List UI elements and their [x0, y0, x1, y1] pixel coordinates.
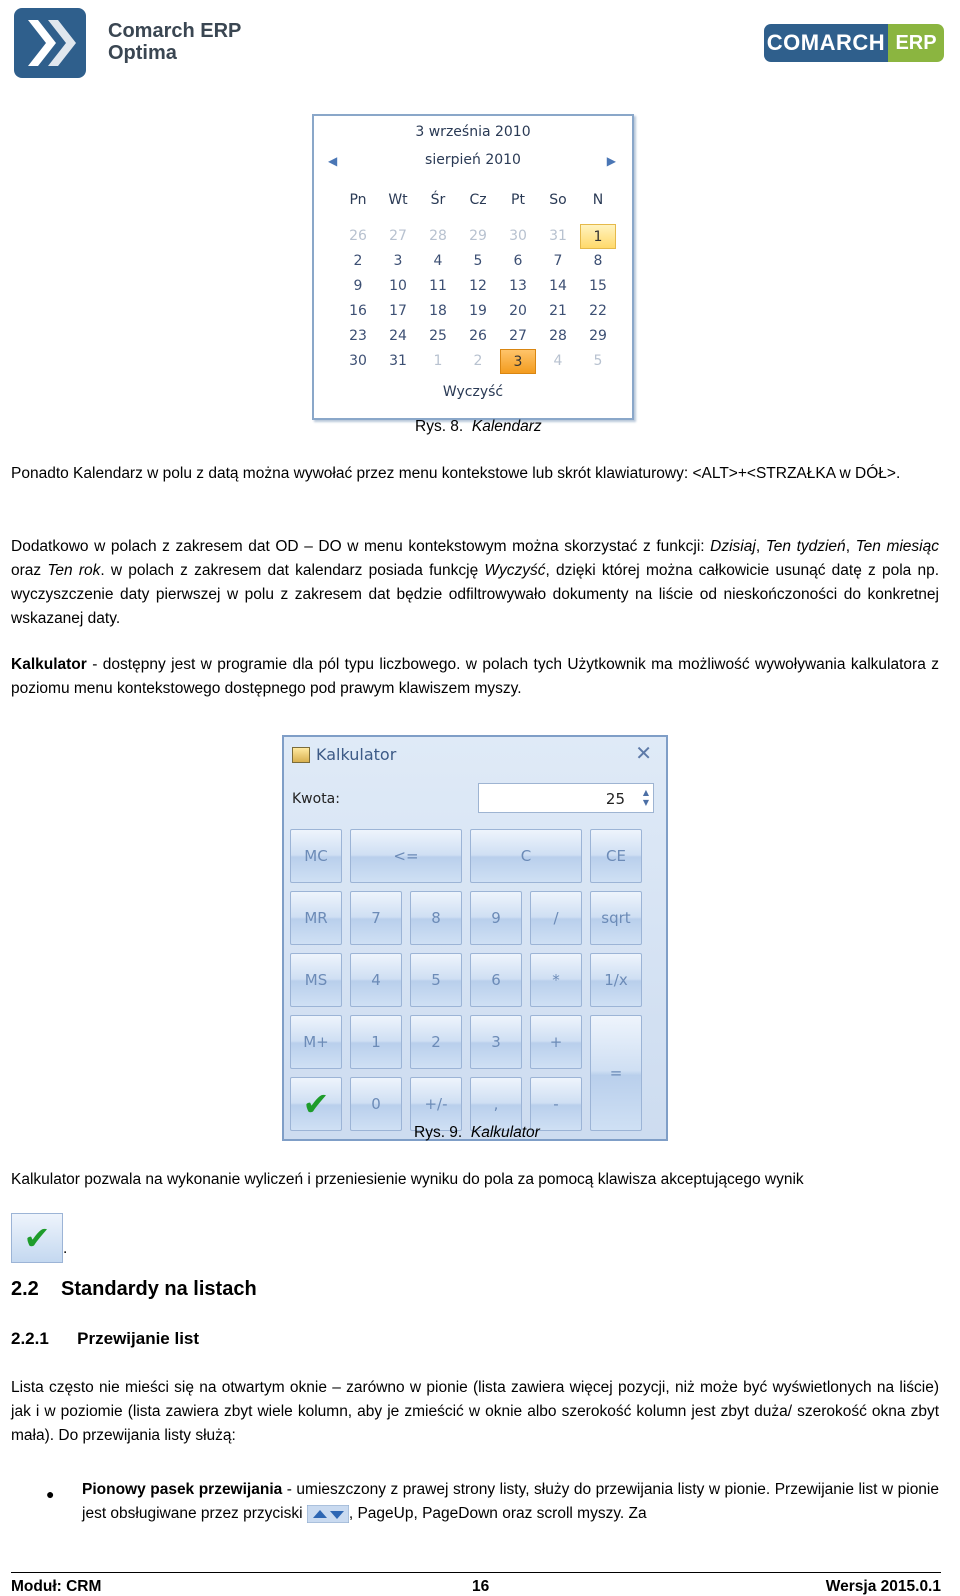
- comarch-erp-brand: [764, 24, 944, 62]
- minus-button[interactable]: -: [530, 1077, 582, 1131]
- section-number: 2.2: [11, 1278, 39, 1300]
- mr-button[interactable]: MR: [290, 891, 342, 945]
- calendar-day-selected[interactable]: 3: [500, 349, 536, 374]
- footer-version: Wersja 2015.0.1: [825, 1578, 941, 1595]
- ms-button[interactable]: MS: [290, 953, 342, 1007]
- bullet-text: , PageUp, PageDown oraz scroll myszy. Za: [348, 1505, 647, 1522]
- mc-button[interactable]: MC: [290, 829, 342, 883]
- calendar-days-grid: [338, 224, 618, 374]
- figure-8-number: Rys. 8.: [415, 418, 464, 435]
- plus-button[interactable]: +: [530, 1015, 582, 1069]
- digit-9-button[interactable]: 9: [470, 891, 522, 945]
- calendar-day-highlighted[interactable]: 1: [580, 224, 616, 249]
- p2-italic-week: Ten tydzień: [765, 538, 846, 555]
- amount-spinner-icon[interactable]: ▲ ▼: [642, 788, 649, 807]
- digit-2-button[interactable]: 2: [410, 1015, 462, 1069]
- section-heading-2-2: [11, 1278, 257, 1301]
- bullet-icon: ●: [46, 1486, 55, 1502]
- section-title: Przewijanie list: [77, 1329, 200, 1348]
- calendar-day[interactable]: 25: [429, 328, 447, 344]
- calendar-day[interactable]: 2: [473, 353, 483, 369]
- digit-0-button[interactable]: 0: [350, 1077, 402, 1131]
- day-header: Pn: [349, 192, 367, 208]
- calendar-day[interactable]: 18: [429, 303, 447, 319]
- p2-italic-clear: Wyczyść: [484, 562, 546, 579]
- footer-page-number: 16: [472, 1578, 490, 1595]
- calendar-day[interactable]: 11: [429, 278, 447, 294]
- product-name-line1: Comarch ERP: [108, 20, 242, 42]
- sign-toggle-button[interactable]: +/-: [410, 1077, 462, 1131]
- calendar-day[interactable]: 28: [549, 328, 567, 344]
- divide-button[interactable]: /: [530, 891, 582, 945]
- p2-text: Dodatkowo w polach z zakresem dat OD – DO w menu kontekstowym można skorzystać z funkcji:: [11, 538, 711, 555]
- calendar-day[interactable]: 31: [389, 353, 407, 369]
- calendar-day[interactable]: 16: [349, 303, 367, 319]
- calendar-day[interactable]: 2: [353, 253, 363, 269]
- calendar-day[interactable]: 30: [509, 228, 527, 244]
- next-month-icon[interactable]: ▶: [606, 154, 616, 168]
- day-header: N: [592, 192, 604, 208]
- p2-text: oraz: [11, 562, 48, 579]
- digit-1-button[interactable]: 1: [350, 1015, 402, 1069]
- prev-month-icon[interactable]: ◀: [328, 154, 338, 168]
- calendar-day[interactable]: 9: [353, 278, 363, 294]
- sqrt-button[interactable]: sqrt: [590, 891, 642, 945]
- p2-text: , dzięki której można całkowicie usunąć datę z pola np. wyczyszczenie daty pierwszej w polu z zakresem dat będzie odfiltrowywało dokumenty na liście od nieskończoności do konkretnej wskazanej daty.: [11, 562, 940, 627]
- close-icon[interactable]: ✕: [635, 741, 652, 765]
- accept-button-illustration: [11, 1213, 63, 1263]
- comarch-logo-mark: [14, 8, 86, 78]
- reciprocal-button[interactable]: 1/x: [590, 953, 642, 1007]
- m-plus-button[interactable]: M+: [290, 1015, 342, 1069]
- day-header: Wt: [388, 192, 408, 208]
- amount-label: Kwota:: [292, 791, 340, 807]
- calculator-app-icon: [292, 747, 310, 763]
- calendar-day[interactable]: 30: [349, 353, 367, 369]
- digit-6-button[interactable]: 6: [470, 953, 522, 1007]
- figure-9-number: Rys. 9.: [414, 1124, 463, 1141]
- digit-5-button[interactable]: 5: [410, 953, 462, 1007]
- calendar-day[interactable]: 10: [389, 278, 407, 294]
- calendar-day[interactable]: 5: [593, 353, 603, 369]
- clear-entry-button[interactable]: CE: [590, 829, 642, 883]
- figure-9-title: Kalkulator: [470, 1124, 540, 1141]
- paragraph-context-menu: Ponadto Kalendarz w polu z datą można wywołać przez menu kontekstowe lub skrót klawiaturowy: <ALT>+<STRZAŁKA w DÓŁ>.: [11, 465, 901, 482]
- calendar-day[interactable]: 13: [509, 278, 527, 294]
- multiply-button[interactable]: *: [530, 953, 582, 1007]
- p3-bold: Kalkulator: [11, 656, 87, 673]
- p2-italic-today: Dzisiaj: [710, 538, 756, 555]
- calendar-day[interactable]: 4: [433, 253, 443, 269]
- calendar-day[interactable]: 3: [393, 253, 403, 269]
- scroll-arrows-icon: [307, 1505, 349, 1523]
- calendar-month-label[interactable]: sierpień 2010: [425, 152, 521, 168]
- p2-italic-month: Ten miesiąc: [855, 538, 939, 555]
- checkmark-icon: ✔: [23, 1220, 51, 1256]
- digit-7-button[interactable]: 7: [350, 891, 402, 945]
- calendar-day-headers: [338, 192, 618, 208]
- figure-8-caption: [415, 418, 542, 436]
- calendar-day[interactable]: 31: [549, 228, 567, 244]
- product-name: [108, 20, 241, 64]
- paragraph-calculator-accept: Kalkulator pozwala na wykonanie wyliczeń i przeniesienie wyniku do pola za pomocą klawisza akceptującego wynik: [11, 1171, 804, 1188]
- calculator-window: [282, 735, 668, 1141]
- accept-button[interactable]: [290, 1077, 342, 1131]
- section-heading-2-2-1: [11, 1329, 199, 1349]
- p2-sep: ,: [755, 538, 766, 555]
- calendar-day[interactable]: 8: [593, 253, 603, 269]
- amount-value: 25: [605, 790, 625, 808]
- calendar-day[interactable]: 22: [589, 303, 607, 319]
- calendar-day[interactable]: 5: [473, 253, 483, 269]
- paragraph-date-range: [11, 535, 939, 631]
- footer-module: Moduł: CRM: [11, 1578, 102, 1595]
- equals-button[interactable]: =: [590, 1015, 642, 1131]
- calendar-day[interactable]: 27: [509, 328, 527, 344]
- p2-italic-year: Ten rok: [47, 562, 101, 579]
- paragraph-end-period: .: [63, 1240, 68, 1257]
- p3-text: - dostępny jest w programie dla pól typu liczbowego. w polach tych Użytkownik ma możliwość wywoływania kalkulatora z poziomu menu kontekstowego dostępnego pod prawym klawiszem myszy.: [11, 656, 939, 697]
- bullet-text: - umieszczony z prawej strony listy, służy do przewijania listy w pionie. Przewijanie list w pionie jest obsługiwane przez przyciski: [82, 1481, 939, 1522]
- calendar-day[interactable]: 24: [389, 328, 407, 344]
- calendar-day[interactable]: 29: [469, 228, 487, 244]
- figure-8-title: Kalendarz: [471, 418, 542, 435]
- paragraph-scrolling: Lista często nie mieści się na otwartym oknie – zarówno w pionie (lista zawiera więcej pozycji, niż może być wyświetlonych na liście) jak i w poziomie (lista zawiera zbyt wiele kolumn, aby je zmieścić w oknie albo szerokość kolumn jest zbyt duża/ szerokość okna zbyt mała). Do przewijania listy służą:: [11, 1379, 939, 1444]
- calendar-today-label[interactable]: 3 września 2010: [415, 124, 531, 140]
- comma-button[interactable]: ,: [470, 1077, 522, 1131]
- calculator-title: Kalkulator: [316, 745, 397, 764]
- calendar-day[interactable]: 21: [549, 303, 567, 319]
- calendar-day[interactable]: 20: [509, 303, 527, 319]
- calendar-day[interactable]: 1: [433, 353, 443, 369]
- calendar-day[interactable]: 19: [469, 303, 487, 319]
- calendar-day[interactable]: 7: [553, 253, 563, 269]
- day-header: Śr: [430, 192, 446, 208]
- paragraph-calculator: [11, 653, 939, 701]
- backspace-button[interactable]: <=: [350, 829, 462, 883]
- section-number: 2.2.1: [11, 1329, 49, 1348]
- calendar-day[interactable]: 6: [513, 253, 523, 269]
- brand-left: COMARCH: [764, 24, 888, 62]
- calendar-day[interactable]: 17: [389, 303, 407, 319]
- calendar-day[interactable]: 27: [389, 228, 407, 244]
- calendar-day[interactable]: 12: [469, 278, 487, 294]
- day-header: Pt: [511, 192, 525, 208]
- figure-9-caption: [414, 1124, 540, 1142]
- calendar-day[interactable]: 26: [469, 328, 487, 344]
- amount-input[interactable]: [478, 783, 654, 813]
- checkmark-icon: ✔: [302, 1085, 330, 1123]
- product-name-line2: Optima: [108, 42, 177, 64]
- p2-sep: ,: [845, 538, 856, 555]
- p2-text: . w polach z zakresem dat kalendarz posiada funkcję: [100, 562, 485, 579]
- calendar-day[interactable]: 23: [349, 328, 367, 344]
- calendar-day[interactable]: 26: [349, 228, 367, 244]
- calendar-day[interactable]: 29: [589, 328, 607, 344]
- calendar-widget: [312, 114, 634, 420]
- digit-4-button[interactable]: 4: [350, 953, 402, 1007]
- calendar-day[interactable]: 15: [589, 278, 607, 294]
- clear-button[interactable]: C: [470, 829, 582, 883]
- calendar-day[interactable]: 4: [553, 353, 563, 369]
- digit-3-button[interactable]: 3: [470, 1015, 522, 1069]
- section-title: Standardy na listach: [61, 1278, 257, 1300]
- calendar-day[interactable]: 14: [549, 278, 567, 294]
- bullet-bold: Pionowy pasek przewijania: [82, 1481, 283, 1498]
- digit-8-button[interactable]: 8: [410, 891, 462, 945]
- footer-divider: [11, 1572, 941, 1573]
- calendar-clear-button[interactable]: Wyczyść: [442, 384, 504, 400]
- calendar-day[interactable]: 28: [429, 228, 447, 244]
- day-header: Cz: [469, 192, 487, 208]
- day-header: So: [549, 192, 567, 208]
- bullet-vertical-scrollbar: [82, 1478, 939, 1526]
- brand-right: ERP: [888, 24, 944, 62]
